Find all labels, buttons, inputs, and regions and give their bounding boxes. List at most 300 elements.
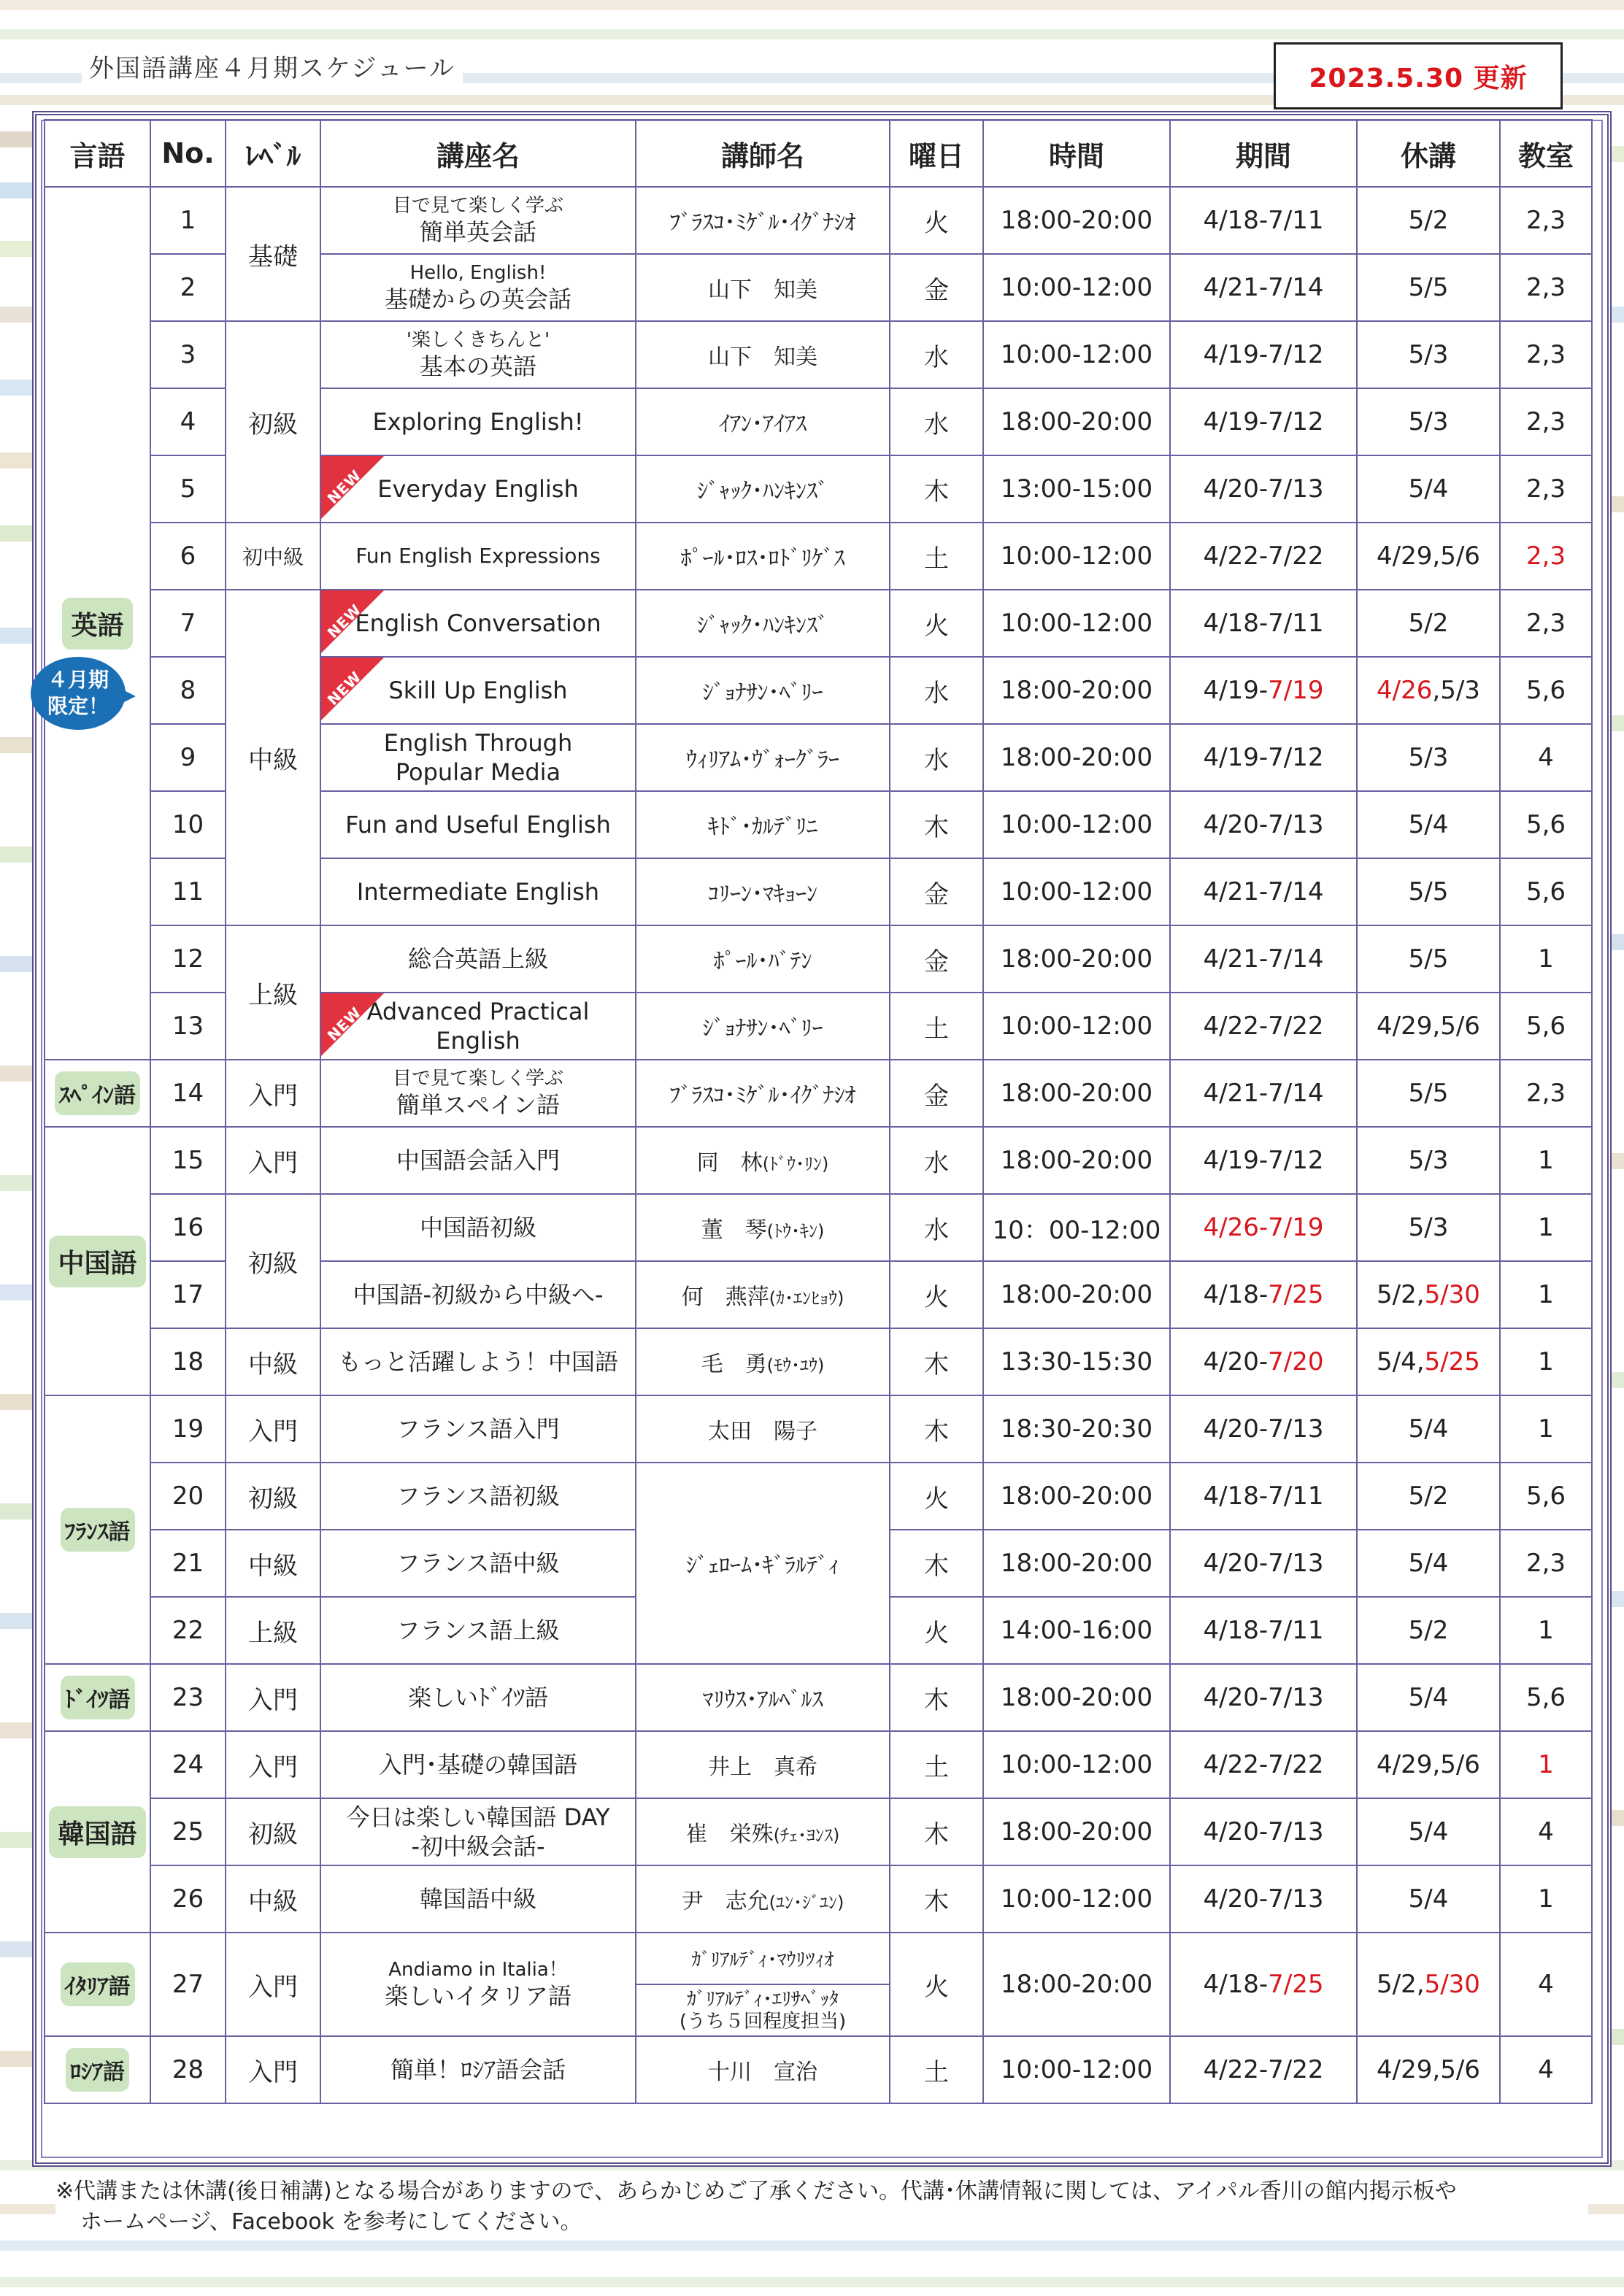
time-cell: 18:00-20:00: [983, 1261, 1170, 1328]
course-cell: 中国語初級: [320, 1194, 636, 1261]
lang-badge: ｽﾍﾟｲﾝ語: [55, 1071, 140, 1115]
period-cell: 4/20-7/13: [1170, 1798, 1357, 1865]
time-cell: 18:00-20:00: [983, 1664, 1170, 1731]
room-cell: 5,6: [1500, 993, 1592, 1060]
level-cell: 初級: [226, 1798, 320, 1865]
course-cell: フランス語入門: [320, 1395, 636, 1463]
teacher-cell: ﾎﾟｰﾙ･ﾛｽ･ﾛﾄﾞﾘｹﾞｽ: [636, 523, 890, 590]
period-cell: 4/21-7/14: [1170, 925, 1357, 993]
row-no: 5: [150, 455, 226, 523]
room-cell: 4: [1500, 2036, 1592, 2103]
teacher-cell: 太田 陽子: [636, 1395, 890, 1463]
room-cell: 1: [1500, 1194, 1592, 1261]
holiday-cell: 5/2: [1357, 1463, 1500, 1530]
teacher-cell: 尹 志允(ﾕﾝ･ｼﾞﾕﾝ): [636, 1865, 890, 1933]
day-cell: 木: [890, 1664, 983, 1731]
header-lang: 言語: [45, 120, 150, 187]
period-cell: 4/19-7/12: [1170, 724, 1357, 791]
lang-badge: 中国語: [49, 1236, 145, 1287]
room-cell: 5,6: [1500, 1664, 1592, 1731]
day-cell: 土: [890, 1731, 983, 1798]
day-cell: 木: [890, 791, 983, 858]
table-row: [45, 1798, 1592, 1865]
room-cell: 5,6: [1500, 858, 1592, 925]
lang-badge: ﾄﾞｲﾂ語: [61, 1676, 135, 1719]
course-subtitle: Hello, English!: [409, 262, 547, 284]
room-cell: 5,6: [1500, 791, 1592, 858]
lang-cell-german: [45, 1664, 150, 1731]
day-cell: 木: [890, 1798, 983, 1865]
course-cell: 今日は楽しい韓国語 DAY -初中級会話-: [320, 1798, 636, 1865]
course-name: 基本の英語: [419, 353, 536, 380]
period-cell: 4/22-7/22: [1170, 1731, 1357, 1798]
course-cell: Andiamo in Italia！ 楽しいイタリア語: [320, 1933, 636, 2036]
period-cell: 4/20-7/13: [1170, 1664, 1357, 1731]
course-cell: フランス語初級: [320, 1463, 636, 1530]
holiday-cell: 5/4: [1357, 1395, 1500, 1463]
row-no: 20: [150, 1463, 226, 1530]
period-cell: 4/21-7/14: [1170, 858, 1357, 925]
holiday-cell: 4/29,5/6: [1357, 1731, 1500, 1798]
course-cell: Fun and Useful English: [320, 791, 636, 858]
table-row: [45, 321, 1592, 388]
row-no: 21: [150, 1530, 226, 1597]
holiday-cell: 5/2: [1357, 590, 1500, 657]
level-cell: 上級: [226, 925, 320, 1060]
level-cell: 入門: [226, 2036, 320, 2103]
holiday-cell: 4/29,5/6: [1357, 993, 1500, 1060]
header-holiday: 休講: [1357, 120, 1500, 187]
period-cell: 4/22-7/22: [1170, 523, 1357, 590]
room-cell: 1: [1500, 1865, 1592, 1933]
row-no: 11: [150, 858, 226, 925]
holiday-cell: 5/5: [1357, 925, 1500, 993]
time-cell: 18:00-20:00: [983, 925, 1170, 993]
row-no: 17: [150, 1261, 226, 1328]
holiday-cell: 5/3: [1357, 724, 1500, 791]
teacher-cell: ｳｨﾘｱﾑ･ｳﾞｫｰｸﾞﾗｰ: [636, 724, 890, 791]
time-cell: 10:00-12:00: [983, 1731, 1170, 1798]
teacher-cell: ﾌﾞﾗｽｺ･ﾐｹﾞﾙ･ｲｸﾞﾅｼｵ: [636, 187, 890, 254]
new-ribbon: NEW: [321, 456, 387, 522]
table-row: [45, 1463, 1592, 1530]
teacher-cell: 董 琴(ﾄｳ･ｷﾝ): [636, 1194, 890, 1261]
april-limited-bubble: ４月期 限定！: [31, 657, 126, 730]
day-cell: 金: [890, 254, 983, 321]
holiday-cell: 5/3: [1357, 1194, 1500, 1261]
course-cell: 中国語会話入門: [320, 1127, 636, 1194]
row-no: 26: [150, 1865, 226, 1933]
period-cell: 4/21-7/14: [1170, 254, 1357, 321]
holiday-cell: 5/4: [1357, 1530, 1500, 1597]
period-cell: 4/18-7/11: [1170, 1463, 1357, 1530]
room-cell: 2,3: [1500, 523, 1592, 590]
teacher-cell: ｼﾞｬｯｸ･ﾊﾝｷﾝｽﾞ: [636, 455, 890, 523]
course-name: English Conversation: [355, 609, 601, 637]
table-row: [45, 1194, 1592, 1261]
header-teacher: 講師名: [636, 120, 890, 187]
day-cell: 金: [890, 858, 983, 925]
teacher-cell: [636, 1933, 890, 2036]
course-cell: [320, 187, 636, 254]
level-cell: 中級: [226, 1530, 320, 1597]
day-cell: 水: [890, 388, 983, 455]
level-cell: 入門: [226, 1060, 320, 1127]
holiday-cell: 5/3: [1357, 321, 1500, 388]
time-cell: 10:00-12:00: [983, 993, 1170, 1060]
level-cell: 初級: [226, 1194, 320, 1328]
level-cell: 初級: [226, 321, 320, 523]
day-cell: 土: [890, 523, 983, 590]
lang-cell-spanish: [45, 1060, 150, 1127]
time-cell: 18:00-20:00: [983, 724, 1170, 791]
room-cell: 1: [1500, 1731, 1592, 1798]
level-cell: 初中級: [226, 523, 320, 590]
course-name: Everyday English: [377, 475, 579, 503]
day-cell: 金: [890, 1060, 983, 1127]
time-cell: 18:00-20:00: [983, 1060, 1170, 1127]
footnote-line-1: ※代講または休講(後日補講)となる場合がありますので、あらかじめご了承ください。代講･休講情報に関しては、アイパル香川の館内掲示板や: [55, 2178, 1457, 2204]
course-cell: NEW Advanced Practical English: [320, 993, 636, 1060]
teacher-cell: ｺﾘｰﾝ･ﾏｷｮｰﾝ: [636, 858, 890, 925]
day-cell: 火: [890, 1933, 983, 2036]
holiday-cell: 5/2,5/30: [1357, 1261, 1500, 1328]
level-cell: 中級: [226, 590, 320, 925]
time-cell: 14:00-16:00: [983, 1597, 1170, 1664]
period-cell: 4/19-7/12: [1170, 321, 1357, 388]
period-cell: 4/26-7/19: [1170, 1194, 1357, 1261]
time-cell: 18:00-20:00: [983, 1127, 1170, 1194]
table-row: [45, 1731, 1592, 1798]
holiday-cell: 5/4: [1357, 1798, 1500, 1865]
row-no: 10: [150, 791, 226, 858]
room-cell: 2,3: [1500, 254, 1592, 321]
course-cell: [320, 590, 636, 657]
teacher-cell: ｼﾞｬｯｸ･ﾊﾝｷﾝｽﾞ: [636, 590, 890, 657]
holiday-cell: 5/5: [1357, 858, 1500, 925]
day-cell: 火: [890, 1597, 983, 1664]
header-time: 時間: [983, 120, 1170, 187]
holiday-cell: 5/5: [1357, 254, 1500, 321]
new-ribbon: NEW: [321, 993, 387, 1059]
room-cell: 1: [1500, 1261, 1592, 1328]
new-ribbon: NEW: [321, 658, 387, 723]
course-name: 基礎からの英会話: [384, 285, 572, 313]
teacher-cell: ｼﾞｪﾛｰﾑ･ｷﾞﾗﾙﾃﾞｨ: [636, 1463, 890, 1664]
day-cell: 木: [890, 1530, 983, 1597]
time-cell: 18:00-20:00: [983, 388, 1170, 455]
table-row: [45, 2036, 1592, 2103]
level-cell: 初級: [226, 1463, 320, 1530]
level-cell: 入門: [226, 1127, 320, 1194]
teacher-cell: ﾌﾞﾗｽｺ･ﾐｹﾞﾙ･ｲｸﾞﾅｼｵ: [636, 1060, 890, 1127]
teacher-cell: 井上 真希: [636, 1731, 890, 1798]
period-cell: 4/21-7/14: [1170, 1060, 1357, 1127]
room-cell: 2,3: [1500, 1060, 1592, 1127]
lang-cell-russian: [45, 2036, 150, 2103]
row-no: 2: [150, 254, 226, 321]
teacher-secondary: ｶﾞﾘｱﾙﾃﾞｨ･ｴﾘｻﾍﾞｯﾀ (うち５回程度担当): [636, 1984, 889, 2035]
period-cell: 4/20-7/13: [1170, 791, 1357, 858]
period-cell: 4/18-7/25: [1170, 1261, 1357, 1328]
course-cell: [320, 254, 636, 321]
level-cell: 中級: [226, 1328, 320, 1395]
page-title: 外国語講座４月期スケジュール: [82, 45, 463, 87]
time-cell: 10:00-12:00: [983, 858, 1170, 925]
holiday-cell: 5/2,5/30: [1357, 1933, 1500, 2036]
room-cell: 2,3: [1500, 388, 1592, 455]
lang-cell-english: [45, 187, 150, 1060]
table-row: [45, 925, 1592, 993]
row-no: 8: [150, 657, 226, 724]
day-cell: 水: [890, 1194, 983, 1261]
teacher-cell: 何 燕萍(ｶ･ｴﾝﾋｮｳ): [636, 1261, 890, 1328]
time-cell: 10:00-12:00: [983, 254, 1170, 321]
header-day: 曜日: [890, 120, 983, 187]
day-cell: 土: [890, 993, 983, 1060]
time-cell: 10：00-12:00: [983, 1194, 1170, 1261]
time-cell: 18:00-20:00: [983, 1933, 1170, 2036]
level-cell: 上級: [226, 1597, 320, 1664]
room-cell: 2,3: [1500, 590, 1592, 657]
row-no: 7: [150, 590, 226, 657]
course-subtitle: 目で見て楽しく学ぶ: [392, 195, 563, 217]
period-cell: 4/20-7/13: [1170, 1530, 1357, 1597]
day-cell: 水: [890, 1127, 983, 1194]
level-cell: 入門: [226, 1933, 320, 2036]
table-row: [45, 1664, 1592, 1731]
course-cell: 韓国語中級: [320, 1865, 636, 1933]
lang-cell-korean: [45, 1731, 150, 1933]
table-row: [45, 1933, 1592, 2036]
room-cell: 5,6: [1500, 1463, 1592, 1530]
lang-badge: 英語: [62, 598, 132, 650]
holiday-cell: 5/4: [1357, 1664, 1500, 1731]
room-cell: 1: [1500, 1127, 1592, 1194]
holiday-cell: 5/2: [1357, 187, 1500, 254]
time-cell: 10:00-12:00: [983, 2036, 1170, 2103]
course-cell: もっと活躍しよう！中国語: [320, 1328, 636, 1395]
row-no: 15: [150, 1127, 226, 1194]
holiday-cell: 5/5: [1357, 1060, 1500, 1127]
course-cell: フランス語中級: [320, 1530, 636, 1597]
time-cell: 10:00-12:00: [983, 791, 1170, 858]
teacher-cell: ｼﾞｮﾅｻﾝ･ﾍﾞﾘｰ: [636, 657, 890, 724]
lang-badge: ﾌﾗﾝｽ語: [61, 1508, 135, 1552]
period-cell: 4/19-7/12: [1170, 1127, 1357, 1194]
teacher-cell: 同 林(ﾄﾞｳ･ﾘﾝ): [636, 1127, 890, 1194]
footnote-line-2: ホームページ、Facebook を参考にしてください。: [80, 2209, 582, 2235]
holiday-cell: 4/26,5/3: [1357, 657, 1500, 724]
holiday-cell: 4/29,5/6: [1357, 2036, 1500, 2103]
time-cell: 18:00-20:00: [983, 187, 1170, 254]
teacher-cell: ｷﾄﾞ･ｶﾙﾃﾞﾘﾆ: [636, 791, 890, 858]
teacher-cell: 毛 勇(ﾓｳ･ﾕｳ): [636, 1328, 890, 1395]
lang-cell-italian: [45, 1933, 150, 2036]
row-no: 12: [150, 925, 226, 993]
lang-cell-french: [45, 1395, 150, 1664]
period-cell: 4/18-7/11: [1170, 1597, 1357, 1664]
day-cell: 木: [890, 1328, 983, 1395]
course-cell: 楽しいﾄﾞｲﾂ語: [320, 1664, 636, 1731]
table-row: [45, 1127, 1592, 1194]
row-no: 25: [150, 1798, 226, 1865]
lang-badge: 韓国語: [49, 1806, 145, 1858]
period-cell: 4/20-7/13: [1170, 1865, 1357, 1933]
course-cell: Fun English Expressions: [320, 523, 636, 590]
course-cell: 簡単！ﾛｼｱ語会話: [320, 2036, 636, 2103]
holiday-cell: 5/4: [1357, 791, 1500, 858]
course-name: Skill Up English: [388, 677, 568, 704]
period-cell: 4/18-7/25: [1170, 1933, 1357, 2036]
teacher-cell: 崔 栄殊(ﾁｪ･ﾖﾝｽ): [636, 1798, 890, 1865]
row-no: 3: [150, 321, 226, 388]
time-cell: 13:00-15:00: [983, 455, 1170, 523]
course-cell: 中国語-初級から中級へ-: [320, 1261, 636, 1328]
period-cell: 4/20-7/13: [1170, 1395, 1357, 1463]
level-cell: 入門: [226, 1395, 320, 1463]
room-cell: 2,3: [1500, 1530, 1592, 1597]
holiday-cell: 5/2: [1357, 1597, 1500, 1664]
row-no: 27: [150, 1933, 226, 2036]
lang-cell-chinese: [45, 1127, 150, 1395]
room-cell: 2,3: [1500, 455, 1592, 523]
table-row: [45, 1395, 1592, 1463]
time-cell: 18:30-20:30: [983, 1395, 1170, 1463]
level-cell: 入門: [226, 1731, 320, 1798]
time-cell: 10:00-12:00: [983, 1865, 1170, 1933]
course-cell: 総合英語上級: [320, 925, 636, 993]
period-cell: 4/20-7/13: [1170, 455, 1357, 523]
level-cell: 入門: [226, 1664, 320, 1731]
room-cell: 2,3: [1500, 187, 1592, 254]
level-cell: 中級: [226, 1865, 320, 1933]
table-row: [45, 1060, 1592, 1127]
course-cell: English Through Popular Media: [320, 724, 636, 791]
course-cell: Exploring English!: [320, 388, 636, 455]
header-no: No.: [150, 120, 226, 187]
day-cell: 火: [890, 590, 983, 657]
table-row: [45, 1865, 1592, 1933]
period-cell: 4/22-7/22: [1170, 993, 1357, 1060]
header-level: ﾚﾍﾞﾙ: [226, 120, 320, 187]
day-cell: 火: [890, 187, 983, 254]
header-course: 講座名: [320, 120, 636, 187]
header-period: 期間: [1170, 120, 1357, 187]
holiday-cell: 5/3: [1357, 388, 1500, 455]
course-name: 簡単英会話: [419, 218, 536, 246]
room-cell: 4: [1500, 724, 1592, 791]
day-cell: 水: [890, 724, 983, 791]
footnote: [55, 2176, 1588, 2238]
day-cell: 木: [890, 1395, 983, 1463]
room-cell: 1: [1500, 1328, 1592, 1395]
left-stripe-decoration: [0, 117, 34, 2160]
course-cell: [320, 657, 636, 724]
teacher-cell: ﾏﾘｳｽ･ｱﾙﾍﾞﾙｽ: [636, 1664, 890, 1731]
room-cell: 5,6: [1500, 657, 1592, 724]
row-no: 22: [150, 1597, 226, 1664]
period-cell: 4/20-7/20: [1170, 1328, 1357, 1395]
room-cell: 1: [1500, 1597, 1592, 1664]
teacher-cell: ｲｱﾝ･ｱｲｱｽ: [636, 388, 890, 455]
row-no: 9: [150, 724, 226, 791]
row-no: 28: [150, 2036, 226, 2103]
row-no: 4: [150, 388, 226, 455]
day-cell: 木: [890, 1865, 983, 1933]
table-row: [45, 523, 1592, 590]
time-cell: 18:00-20:00: [983, 1530, 1170, 1597]
row-no: 14: [150, 1060, 226, 1127]
period-cell: 4/18-7/11: [1170, 187, 1357, 254]
holiday-cell: 5/4: [1357, 1865, 1500, 1933]
course-cell: フランス語上級: [320, 1597, 636, 1664]
time-cell: 10:00-12:00: [983, 523, 1170, 590]
lang-badge: ｲﾀﾘｱ語: [61, 1962, 135, 2006]
schedule-table: [44, 119, 1593, 2104]
course-cell: 入門･基礎の韓国語: [320, 1731, 636, 1798]
new-ribbon: NEW: [321, 590, 387, 656]
row-no: 6: [150, 523, 226, 590]
day-cell: 水: [890, 321, 983, 388]
course-cell: [320, 455, 636, 523]
course-cell: 目で見て楽しく学ぶ 簡単スペイン語: [320, 1060, 636, 1127]
row-no: 24: [150, 1731, 226, 1798]
holiday-cell: 5/4: [1357, 455, 1500, 523]
holiday-cell: 5/3: [1357, 1127, 1500, 1194]
day-cell: 火: [890, 1261, 983, 1328]
teacher-cell: ｼﾞｮﾅｻﾝ･ﾍﾞﾘｰ: [636, 993, 890, 1060]
time-cell: 18:00-20:00: [983, 657, 1170, 724]
holiday-cell: 4/29,5/6: [1357, 523, 1500, 590]
time-cell: 18:00-20:00: [983, 1463, 1170, 1530]
row-no: 18: [150, 1328, 226, 1395]
period-cell: 4/19-7/12: [1170, 388, 1357, 455]
teacher-cell: ﾎﾟｰﾙ･ﾊﾞﾃﾝ: [636, 925, 890, 993]
table-header-row: [45, 120, 1592, 187]
teacher-cell: 山下 知美: [636, 254, 890, 321]
period-cell: 4/22-7/22: [1170, 2036, 1357, 2103]
time-cell: 18:00-20:00: [983, 1798, 1170, 1865]
course-cell: [320, 321, 636, 388]
row-no: 19: [150, 1395, 226, 1463]
room-cell: 2,3: [1500, 321, 1592, 388]
row-no: 16: [150, 1194, 226, 1261]
time-cell: 10:00-12:00: [983, 590, 1170, 657]
time-cell: 13:30-15:30: [983, 1328, 1170, 1395]
teacher-primary: ｶﾞﾘｱﾙﾃﾞｨ･ﾏｳﾘﾂｨｵ: [691, 1949, 834, 1971]
table-row: [45, 187, 1592, 254]
day-cell: 水: [890, 657, 983, 724]
course-cell: Intermediate English: [320, 858, 636, 925]
day-cell: 火: [890, 1463, 983, 1530]
room-cell: 4: [1500, 1933, 1592, 2036]
header-room: 教室: [1500, 120, 1592, 187]
room-cell: 4: [1500, 1798, 1592, 1865]
table-row: [45, 1328, 1592, 1395]
day-cell: 木: [890, 455, 983, 523]
table-row: [45, 590, 1592, 657]
row-no: 23: [150, 1664, 226, 1731]
day-cell: 土: [890, 2036, 983, 2103]
period-cell: 4/18-7/11: [1170, 590, 1357, 657]
level-cell: 基礎: [226, 187, 320, 321]
holiday-cell: 5/4,5/25: [1357, 1328, 1500, 1395]
day-cell: 金: [890, 925, 983, 993]
room-cell: 1: [1500, 925, 1592, 993]
row-no: 13: [150, 993, 226, 1060]
teacher-cell: 山下 知美: [636, 321, 890, 388]
